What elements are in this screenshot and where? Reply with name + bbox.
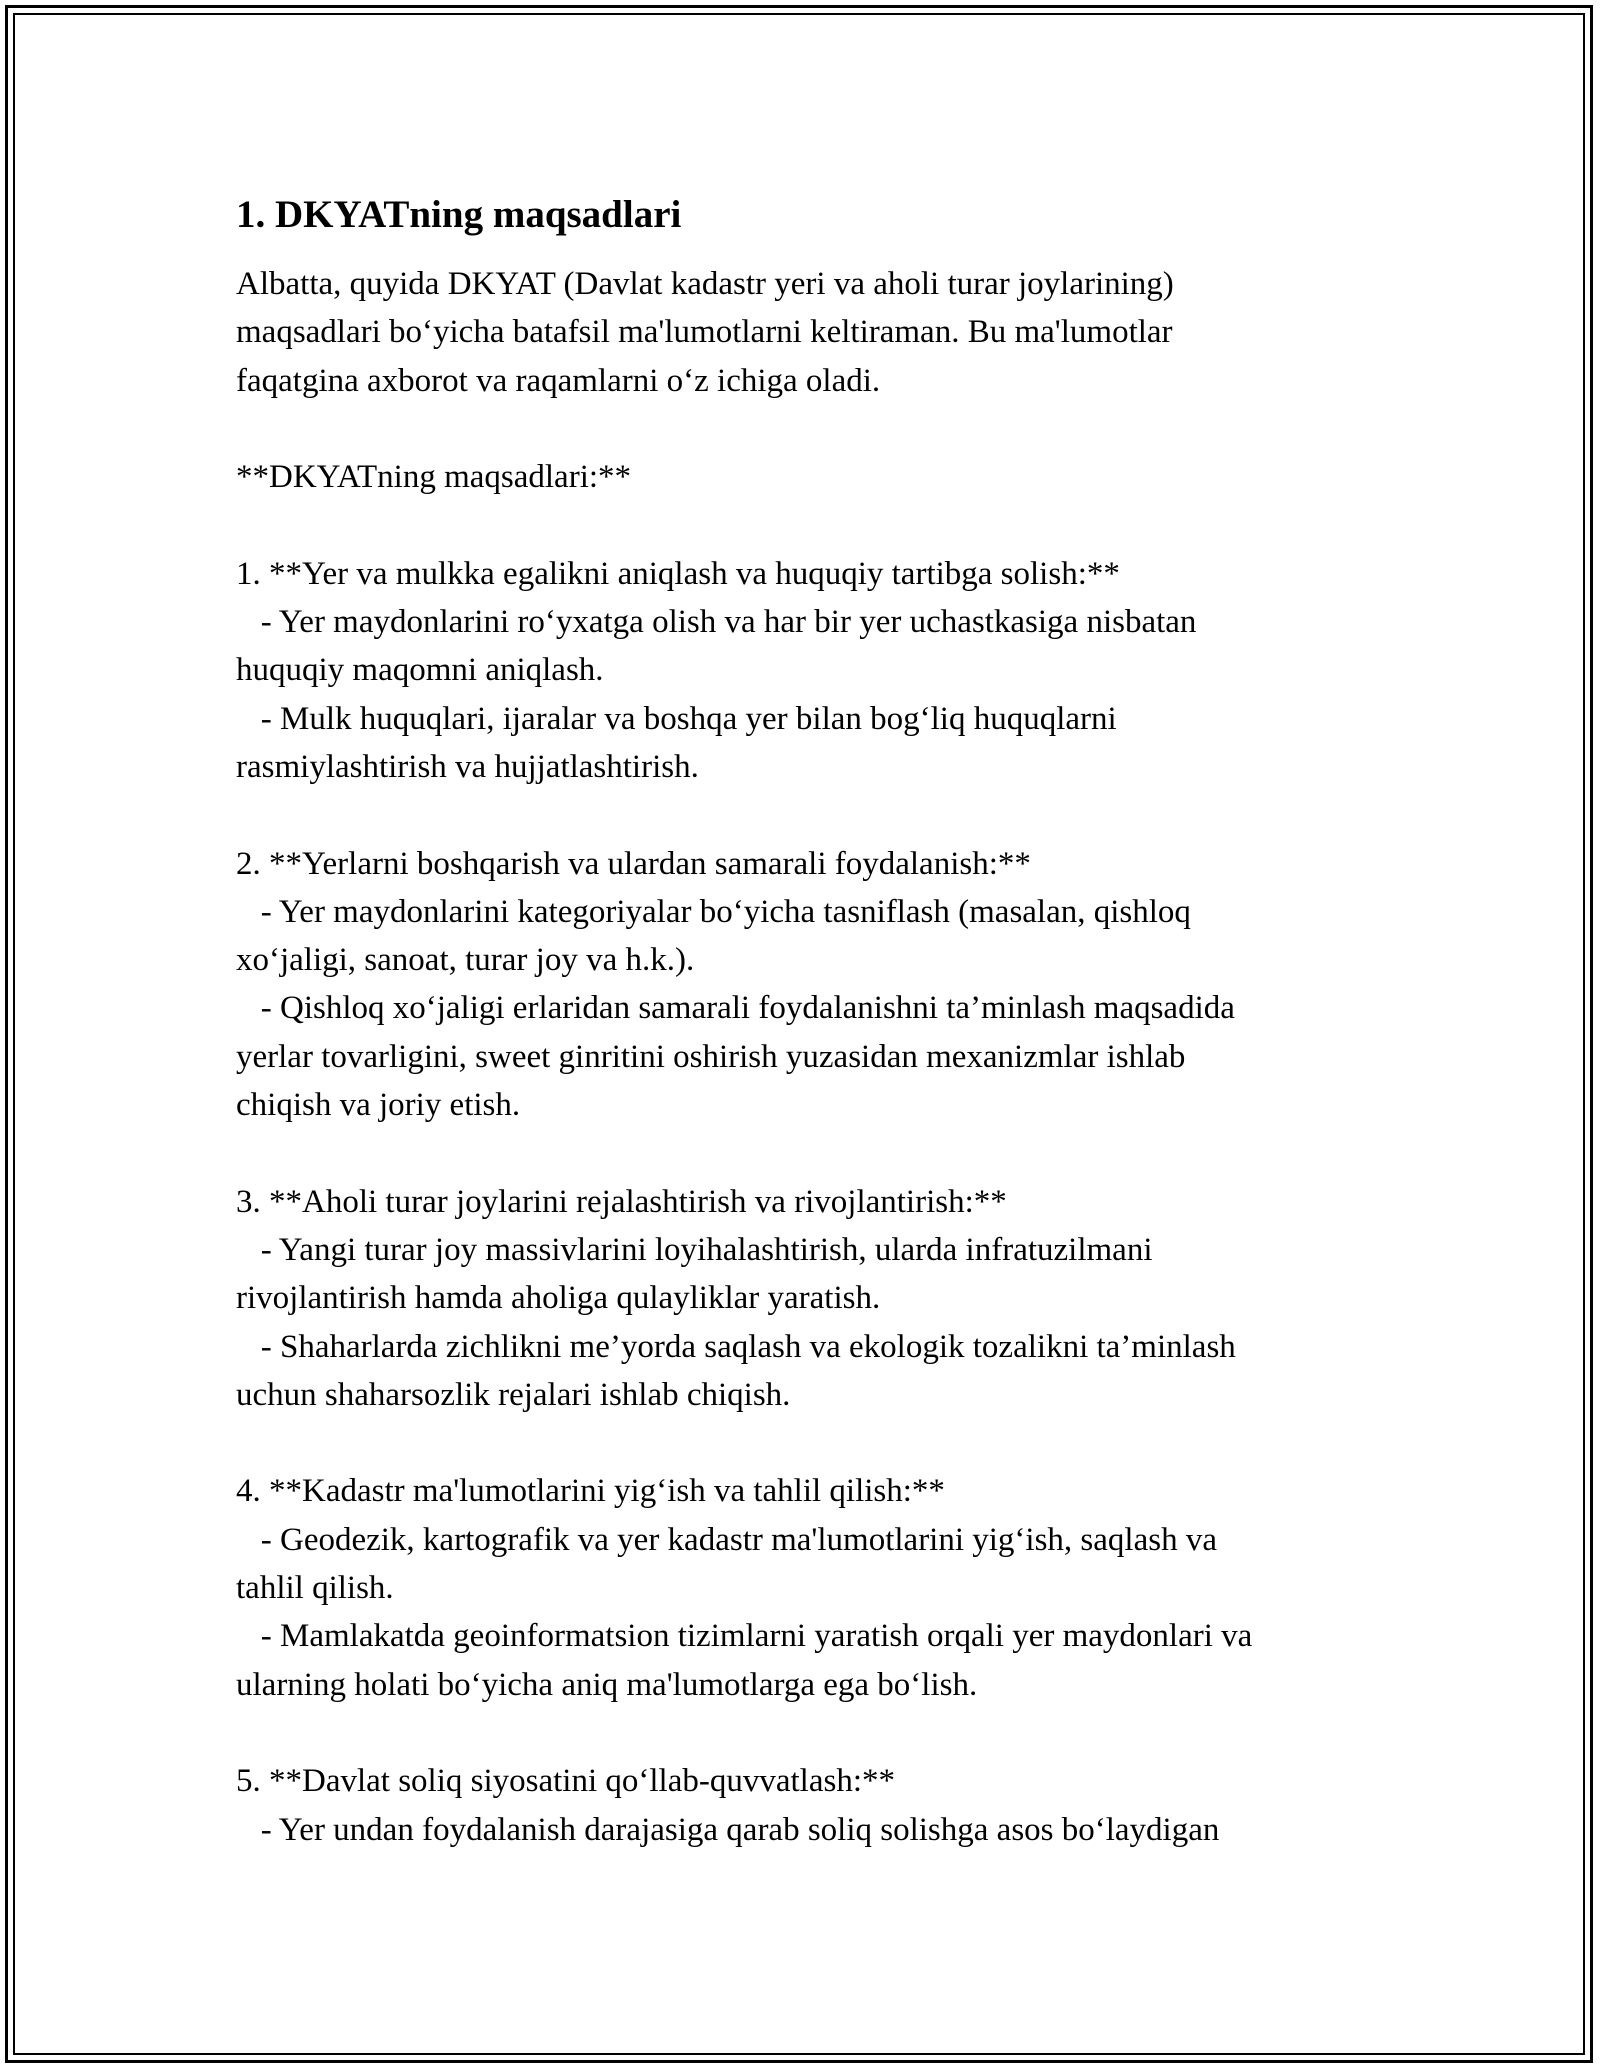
document-body: Albatta, quyida DKYAT (Davlat kadastr yeri va aholi turar joylarining) maqsadlari bo‘yicha batafsil ma'lumotlarni keltiraman. Bu ma'lumotlar faqatgina axborot va raqamlarni o‘z ichiga oladi. **DKYATning maqsadlari:** 1. **Yer va mulkka egalikni aniqlash va huquqiy tartibga solish:** - Yer maydonlarini ro‘yxatga olish va har bir yer uchastkasiga nisbatan huquqiy maqomni aniqlash. - Mulk huquqlari, ijaralar va boshqa yer bilan bog‘liq huquqlarni rasmiylashtirish va hujjatlashtirish. 2. **Yerlarni boshqarish va ulardan samarali foydalanish:** - Yer maydonlarini kategoriyalar bo‘yicha tasniflash (masalan, qishloq xo‘jaligi, sanoat, turar joy va h.k.). - Qishloq xo‘jaligi erlaridan samarali foydalanishni ta’minlash maqsadida yerlar tovarligini, sweet ginritini oshirish yuzasidan mexanizmlar ishlab chiqish va joriy etish. 3. **Aholi turar joylarini rejalashtirish va rivojlantirish:** - Yangi turar joy massivlarini loyihalashtirish, ularda infratuzilmani rivojlantirish hamda aholiga qulayliklar yaratish. - Shaharlarda zichlikni me’yorda saqlash va ekologik tozalikni ta’minlash uchun shaharsozlik rejalari ishlab chiqish. 4. **Kadastr ma'lumotlarini yig‘ish va tahlil qilish:** - Geodezik, kartografik va yer kadastr ma'lumotlarini yig‘ish, saqlash va tahlil qilish. - Mamlakatda geoinformatsion tizimlarni yaratish orqali yer maydonlari va ularning holati bo‘yicha aniq ma'lumotlarga ega bo‘lish. 5. **Davlat soliq siyosatini qo‘llab-quvvatlash:** - Yer undan foydalanish darajasiga qarab soliq solishga asos bo‘laydigan — [236, 266, 1253, 1848]
document-content — [236, 190, 1386, 1854]
document-title: 1. DKYATning maqsadlari — [236, 193, 682, 236]
